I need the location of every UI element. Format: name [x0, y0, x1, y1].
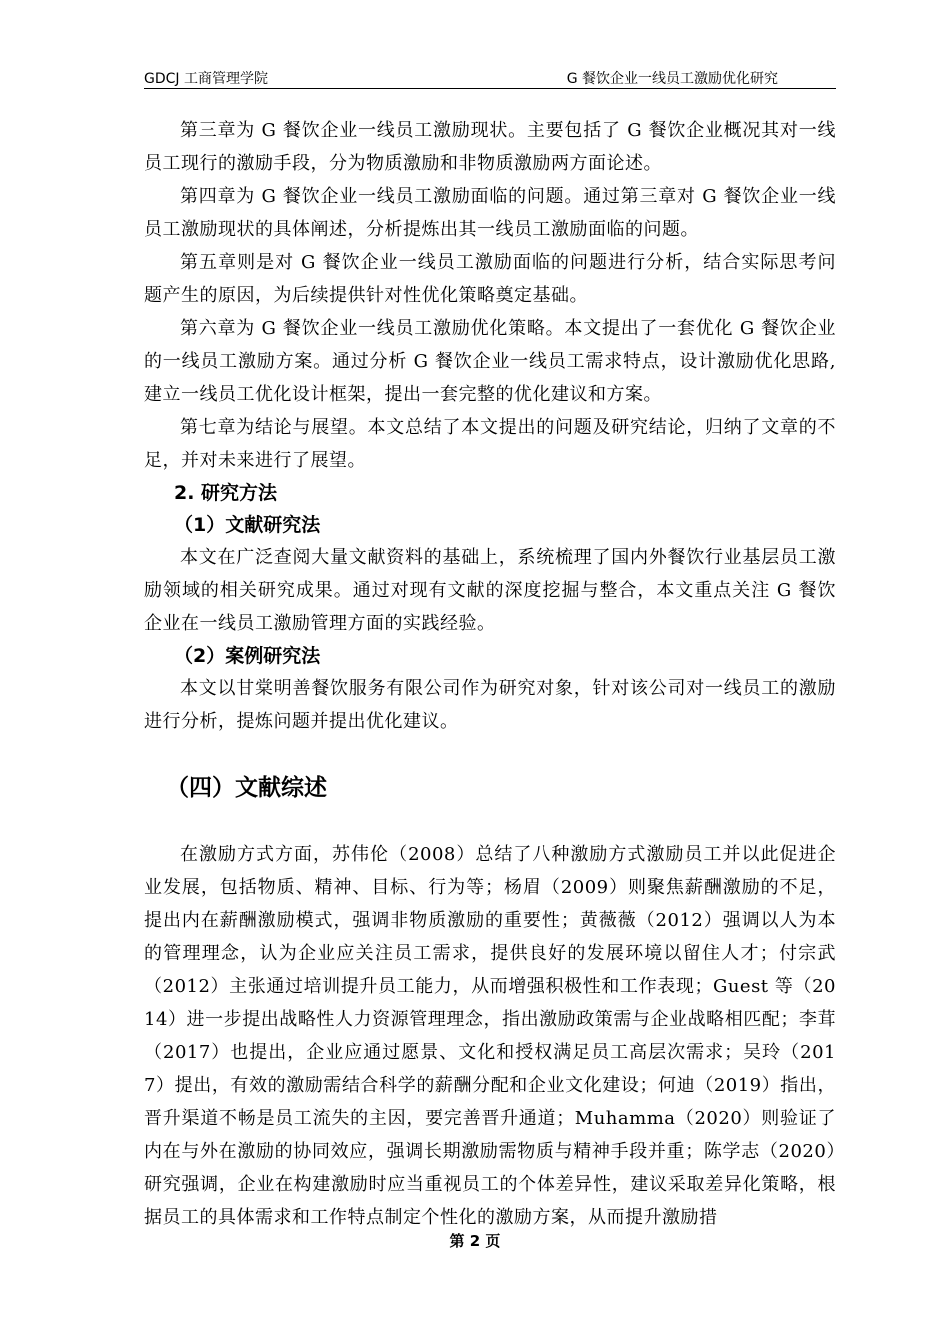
subsection-heading-literature-method: （1）文献研究法	[174, 514, 321, 536]
paragraph-chapter5: 第五章则是对 G 餐饮企业一线员工激励面临的问题进行分析，结合实际思考问题产生的原因，为后续提供针对性优化策略奠定基础。	[144, 252, 836, 306]
header-institution: GDCJ 工商管理学院	[144, 71, 268, 87]
paragraph-chapter3: 第三章为 G 餐饮企业一线员工激励现状。主要包括了 G 餐饮企业概况其对一线员工现行的激励手段，分为物质激励和非物质激励两方面论述。	[144, 120, 836, 174]
paragraph-chapter7: 第七章为结论与展望。本文总结了本文提出的问题及研究结论，归纳了文章的不足，并对未来进行了展望。	[144, 417, 836, 471]
section-heading-literature-review: （四）文献综述	[166, 775, 327, 801]
page-body	[144, 114, 836, 1234]
subsection-heading-case-method: （2）案例研究法	[174, 645, 321, 667]
header-thesis-title: G 餐饮企业一线员工激励优化研究	[566, 71, 778, 87]
section-heading-methods: 2. 研究方法	[174, 482, 278, 504]
page-header	[144, 66, 836, 89]
paragraph-chapter4: 第四章为 G 餐饮企业一线员工激励面临的问题。通过第三章对 G 餐饮企业一线员工激励现状的具体阐述，分析提炼出其一线员工激励面临的问题。	[144, 186, 836, 240]
paragraph-literature-method: 本文在广泛查阅大量文献资料的基础上，系统梳理了国内外餐饮行业基层员工激励领域的相关研究成果。通过对现有文献的深度挖掘与整合，本文重点关注 G 餐饮企业在一线员工激励管理方面的实践经验。	[144, 547, 836, 634]
paragraph-case-method: 本文以甘棠明善餐饮服务有限公司作为研究对象，针对该公司对一线员工的激励进行分析，提炼问题并提出优化建议。	[144, 678, 836, 732]
page-number: 第 2 页	[449, 1232, 501, 1250]
paragraph-chapter6: 第六章为 G 餐饮企业一线员工激励优化策略。本文提出了一套优化 G 餐饮企业的一线员工激励方案。通过分析 G 餐饮企业一线员工需求特点，设计激励优化思路,建立一线员工优化设计框架，提出一套完整的优化建议和方案。	[144, 318, 836, 405]
paragraph-literature-review: 在激励方式方面，苏伟伦（2008）总结了八种激励方式激励员工并以此促进企业发展，包括物质、精神、目标、行为等；杨眉（2009）则聚焦薪酬激励的不足，提出内在薪酬激励模式，强调非物质激励的重要性；黄薇薇（2012）强调以人为本的管理理念，认为企业应关注员工需求，提供良好的发展环境以留住人才；付宗武（2012）主张通过培训提升员工能力，从而增强积极性和工作表现；Guest 等（2014）进一步提出战略性人力资源管理理念，指出激励政策需与企业战略相匹配；李茸（2017）也提出，企业应通过愿景、文化和授权满足员工高层次需求；吴玲（2017）提出，有效的激励需结合科学的薪酬分配和企业文化建设；何迪（2019）指出，晋升渠道不畅是员工流失的主因，要完善晋升通道；Muhamma（2020）则验证了内在与外在激励的协同效应，强调长期激励需物质与精神手段并重；陈学志（2020）研究强调，企业在构建激励时应当重视员工的个体差异性，建议采取差异化策略，根据员工的具体需求和工作特点制定个性化的激励方案，从而提升激励措	[144, 844, 836, 1228]
